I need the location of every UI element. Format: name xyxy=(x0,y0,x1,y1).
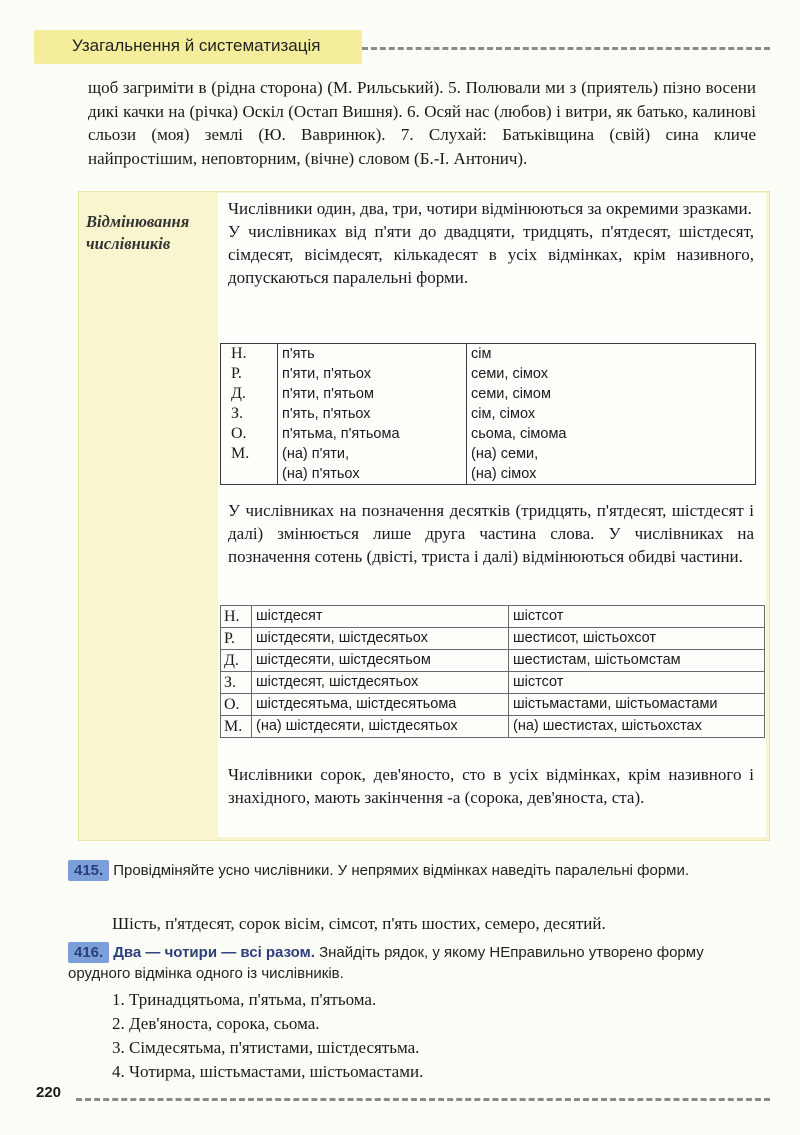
rule-text-sorok: Числівники сорок, дев'яносто, сто в усіх відмінках, крім називного і знахідного, мають закінчення -а (сорока, дев'яноста, ста). xyxy=(228,765,754,807)
form-cell: шестистам, шістьомстам xyxy=(509,650,765,672)
form-cell: п'яти, п'ятьох xyxy=(278,364,467,384)
form-cell: (на) п'ятьох xyxy=(278,464,467,485)
declension-table-sixty-six-hundred xyxy=(220,605,765,738)
form-cell: семи, сімох xyxy=(467,364,756,384)
exercise-title: Два — чотири — всі разом. xyxy=(113,944,315,961)
declension-table-five-seven xyxy=(220,343,756,485)
table-row xyxy=(221,364,756,384)
form-cell: шістдесяти, шістдесятьох xyxy=(252,628,509,650)
table-row xyxy=(221,404,756,424)
exercise-number-badge: 415. xyxy=(68,860,109,881)
table-row xyxy=(221,424,756,444)
table-row xyxy=(221,628,765,650)
form-cell: шістдесятьма, шістдесятьома xyxy=(252,694,509,716)
case-label: З. xyxy=(231,405,244,422)
form-cell: шістсот xyxy=(509,672,765,694)
form-cell: сім, сімох xyxy=(467,404,756,424)
case-label: Р. xyxy=(231,365,242,382)
option-item: 2. Дев'яноста, сорока, сьома. xyxy=(112,1014,320,1033)
table-row xyxy=(221,444,756,464)
option-item: 3. Сімдесятьма, п'ятистами, шістдесятьма. xyxy=(112,1038,420,1057)
case-label: М. xyxy=(221,716,252,738)
form-cell: (на) п'яти, xyxy=(278,444,467,464)
case-label: З. xyxy=(221,672,252,694)
form-cell: (на) сімох xyxy=(467,464,756,485)
case-label: Р. xyxy=(221,628,252,650)
footer-divider xyxy=(76,1098,770,1101)
exercise-415-words: Шість, п'ятдесят, сорок вісім, сімсот, п'ять шостих, семеро, десятий. xyxy=(112,914,606,933)
form-cell: шістдесят xyxy=(252,606,509,628)
form-cell: шістсот xyxy=(509,606,765,628)
option-item: 4. Чотирма, шістьмастами, шістьомастами. xyxy=(112,1062,424,1081)
case-label xyxy=(221,464,278,485)
case-label: О. xyxy=(231,425,247,442)
form-cell: шістдесят, шістдесятьох xyxy=(252,672,509,694)
exercise-number-badge: 416. xyxy=(68,942,109,963)
form-cell: семи, сімом xyxy=(467,384,756,404)
case-label: Н. xyxy=(231,345,247,362)
form-cell: сім xyxy=(467,344,756,365)
form-cell: п'яти, п'ятьом xyxy=(278,384,467,404)
form-cell: шістдесяти, шістдесятьом xyxy=(252,650,509,672)
form-cell: п'ять, п'ятьох xyxy=(278,404,467,424)
exercise-416 xyxy=(68,942,768,984)
table-row xyxy=(221,716,765,738)
header-divider xyxy=(362,47,770,50)
table-row xyxy=(221,672,765,694)
case-label: Д. xyxy=(231,385,246,402)
exercise-416-options xyxy=(112,988,712,1084)
exercise-415 xyxy=(68,860,768,881)
exercise-instruction: Знайдіть рядок, у якому НЕправильно утворено форму орудного відмінка одного із числівників. xyxy=(68,944,704,982)
form-cell: п'ятьма, п'ятьома xyxy=(278,424,467,444)
intro-paragraph: щоб загриміти в (рідна сторона) (М. Рильський). 5. Полювали ми з (приятель) пізно восени дикі качки на (річка) Оскіл (Остап Вишня). 6. Осяй нас (любов) і витри, як батько, калинові сльози (моя) землі (Ю. Вавринюк). 7. Слухай: Батьківщина (свій) сина кличе найпростішим, неповторним, (вічне) словом (Б.-І. Антонич). xyxy=(88,78,756,168)
case-label: Н. xyxy=(221,606,252,628)
table-row xyxy=(221,344,756,365)
exercise-instruction: Провідміняйте усно числівники. У непрямих відмінках наведіть паралельні форми. xyxy=(113,862,690,879)
form-cell: сьома, сімома xyxy=(467,424,756,444)
form-cell: шістьмастами, шістьомастами xyxy=(509,694,765,716)
form-cell: шестисот, шістьохсот xyxy=(509,628,765,650)
form-cell: (на) шестистах, шістьохстах xyxy=(509,716,765,738)
option-item: 1. Тринадцятьома, п'ятьма, п'ятьома. xyxy=(112,990,377,1009)
table-row xyxy=(221,650,765,672)
case-label: М. xyxy=(231,445,250,462)
rule-text-intro: Числівники один, два, три, чотири відмінюються за окремими зразками. У числівниках від п'яти до двадцяти, тридцять, п'ятдесят, шістдесят, сімдесят, вісімдесят, кількадесят в усіх відмінках, крім називного, допускаються паралельні форми. xyxy=(228,199,754,287)
rule-title: Відмінювання числівників xyxy=(86,212,190,253)
rule-text-tens-hundreds: У числівниках на позначення десятків (тридцять, п'ятдесят, шістдесят і далі) змінюється лише друга частина слова. У числівниках на позначення сотень (двісті, триста і далі) відмінюються обидві частини. xyxy=(228,501,754,566)
table-row xyxy=(221,464,756,485)
table-row xyxy=(221,384,756,404)
table-row xyxy=(221,606,765,628)
table-row xyxy=(221,694,765,716)
form-cell: (на) семи, xyxy=(467,444,756,464)
case-label: О. xyxy=(221,694,252,716)
form-cell: (на) шістдесяти, шістдесятьох xyxy=(252,716,509,738)
form-cell: п'ять xyxy=(278,344,467,365)
section-title: Узагальнення й систематизація xyxy=(72,36,321,55)
page-number: 220 xyxy=(36,1084,62,1101)
case-label: Д. xyxy=(221,650,252,672)
